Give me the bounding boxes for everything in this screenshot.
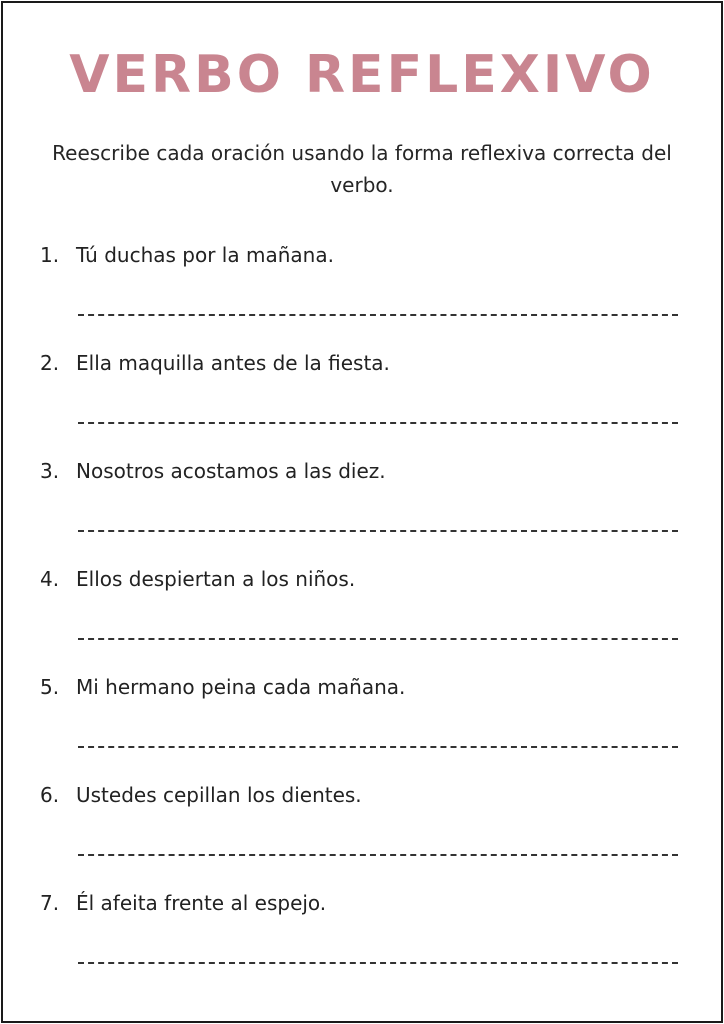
exercise-item [0,454,724,562]
item-number: 5. [40,675,60,699]
answer-line[interactable] [78,422,678,424]
item-sentence: Ustedes cepillan los dientes. [76,783,362,807]
answer-line[interactable] [78,746,678,748]
item-sentence: Mi hermano peina cada mañana. [76,675,406,699]
exercise-item [0,238,724,346]
answer-line[interactable] [78,962,678,964]
exercise-item [0,670,724,778]
exercise-item [0,346,724,454]
item-sentence: Él afeita frente al espejo. [76,891,327,915]
exercise-item [0,778,724,886]
item-sentence: Nosotros acostamos a las diez. [76,459,386,483]
item-number: 7. [40,891,60,915]
exercise-item [0,886,724,994]
worksheet-title: VERBO REFLEXIVO [69,45,655,105]
item-number: 4. [40,567,60,591]
item-sentence: Ella maquilla antes de la fiesta. [76,351,390,375]
item-sentence: Ellos despiertan a los niños. [76,567,356,591]
answer-line[interactable] [78,854,678,856]
item-sentence: Tú duchas por la mañana. [76,243,334,267]
item-number: 2. [40,351,60,375]
exercise-item [0,562,724,670]
answer-line[interactable] [78,530,678,532]
item-number: 3. [40,459,60,483]
answer-line[interactable] [78,638,678,640]
instructions-text: Reescribe cada oración usando la forma reflexiva correcta del verbo. [52,141,672,197]
item-number: 6. [40,783,60,807]
item-number: 1. [40,243,60,267]
answer-line[interactable] [78,314,678,316]
